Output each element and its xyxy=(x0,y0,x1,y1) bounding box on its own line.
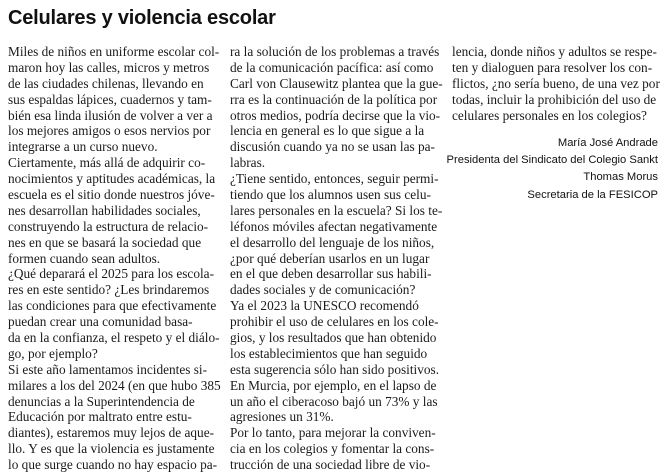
article-text-line: ra la solución de los problemas a través xyxy=(230,44,440,59)
article-text-line: ¿por qué deberían usarlos en un lugar xyxy=(230,250,430,266)
article-text-line: escuela es el sitio donde nuestros jóve- xyxy=(8,187,215,203)
article-text-line: Ya el 2023 la UNESCO recomendó xyxy=(230,298,419,314)
article-text-line: nes desarrollan habilidades sociales, xyxy=(8,202,201,218)
article-text-line: Por lo tanto, para mejorar la conviven- xyxy=(230,425,436,441)
article-column-1 xyxy=(8,44,226,473)
article-text-line: un año el ciberacoso bajó un 73% y las xyxy=(230,393,438,409)
article-text-line: lares personales en la escuela? Si los te- xyxy=(230,202,443,218)
article-text-line: los mejores amigos o esos nervios por xyxy=(8,123,211,139)
article-text-line: En Murcia, por ejemplo, en el lapso de xyxy=(230,377,437,393)
article-text-line: todas, incluir la prohibición del uso de xyxy=(452,91,657,107)
article-text-line: nes en que se basará la sociedad que xyxy=(8,234,202,250)
article-column-3 xyxy=(452,44,660,123)
article-text-line: diantes), estaremos muy lejos de aque- xyxy=(8,425,215,441)
article-title: Celulares y violencia escolar xyxy=(8,7,276,29)
article-text-line: léfonos móviles afectan negativamente xyxy=(230,218,438,234)
article-text-line: Miles de niños en uniforme escolar col- xyxy=(8,44,220,59)
article-text-line: el desarrollo del lenguaje de los niños, xyxy=(230,234,435,250)
article-text-line: ¿Tiene sentido, entonces, seguir permi- xyxy=(230,171,439,187)
article-text-line: formen cuando sean adultos. xyxy=(8,250,161,266)
article-text-line: nocimientos y aptitudes académicas, la xyxy=(8,171,216,187)
article-text-line: en el que deben desarrollar sus habili- xyxy=(230,266,432,282)
article-text-line: Carl von Clausewitz plantea que la gue- xyxy=(230,75,443,91)
article-text-line: de la comunicación pacífica: así como xyxy=(230,59,434,75)
article-text-line: integrarse a un curso nuevo. xyxy=(8,139,158,155)
article-text-line: de las ciudades chilenas, llevando en xyxy=(8,75,204,91)
article-text-line: esta sugerencia sólo han sido positivos. xyxy=(230,361,440,377)
article-text-line: Educación por maltrato entre estu- xyxy=(8,409,192,425)
article-text-line: agresiones un 31%. xyxy=(230,409,334,425)
article-text-line: gios, y los resultados que han obtenido xyxy=(230,330,437,346)
article-text-line: da en la confianza, el respeto y el diálo- xyxy=(8,330,220,346)
article-text-line: dades sociales y de comunicación? xyxy=(230,282,416,298)
article-text-line: trucción de una sociedad libre de vio- xyxy=(230,457,431,473)
signatory-role-1: Presidenta del Sindicato del Colegio Sankt xyxy=(446,154,658,167)
article-text-line: flictos, ¿no sería bueno, de una vez por xyxy=(452,75,660,91)
article-column-2 xyxy=(230,44,446,473)
article-text-line: prohibir el uso de celulares en los cole- xyxy=(230,314,439,330)
article-text-line: ten y dialoguen para resolver los con- xyxy=(452,59,653,75)
article-text-line: lo que surge cuando no hay espacio pa- xyxy=(8,457,218,473)
signatory-name-2: Thomas Morus xyxy=(583,171,658,184)
article-text-line: las condiciones para que efectivamente xyxy=(8,298,217,314)
signatory-name-1: María José Andrade xyxy=(557,137,658,149)
signatory-role-2: Secretaria de la FESICOP xyxy=(527,188,658,201)
article-text-line: rra es la continuación de la política por xyxy=(230,91,438,107)
article-text-line: milares a los del 2024 (en que hubo 385 xyxy=(8,377,221,393)
article-text-line: labras. xyxy=(230,155,266,171)
signature-block xyxy=(447,135,658,204)
article-text-line: Si este año lamentamos incidentes si- xyxy=(8,361,208,377)
article-text-line: otros medios, podría decirse que la vio- xyxy=(230,107,441,123)
article-text-line: llo. Y es que la violencia es justamente xyxy=(8,441,215,457)
article-text-line: lencia en general es lo que sigue a la xyxy=(230,123,425,139)
article-text-line: lencia, donde niños y adultos se respe- xyxy=(452,44,657,59)
article-text-line: Ciertamente, más allá de adquirir co- xyxy=(8,155,206,171)
article-text-line: celulares personales en los colegios? xyxy=(452,107,647,123)
article-text-line: tiendo que los alumnos usen sus celu- xyxy=(230,187,431,203)
article-text-line: denuncias a la Superintendencia de xyxy=(8,393,195,409)
article-text-line: discusión cuando ya no se usan las pa- xyxy=(230,139,435,155)
article-text-line: puedan crear una comunidad basa- xyxy=(8,314,193,330)
article-text-line: bién esa linda ilusión de volver a ver a xyxy=(8,107,213,123)
article-text-line: construyendo la estructura de relacio- xyxy=(8,218,209,234)
article-text-line: los establecimientos que han seguido xyxy=(230,345,428,361)
article-text-line: sus espaldas lápices, cuadernos y tam- xyxy=(8,91,212,107)
article-text-line: cia en los colegios y fomentar la cons- xyxy=(230,441,435,457)
article-text-line: go, por ejemplo? xyxy=(8,345,98,361)
article-text-line: maron hoy las calles, micros y metros xyxy=(8,59,210,75)
article-text-line: res en este sentido? ¿Les brindaremos xyxy=(8,282,210,298)
article-text-line: ¿Qué deparará el 2025 para los escola- xyxy=(8,266,214,282)
